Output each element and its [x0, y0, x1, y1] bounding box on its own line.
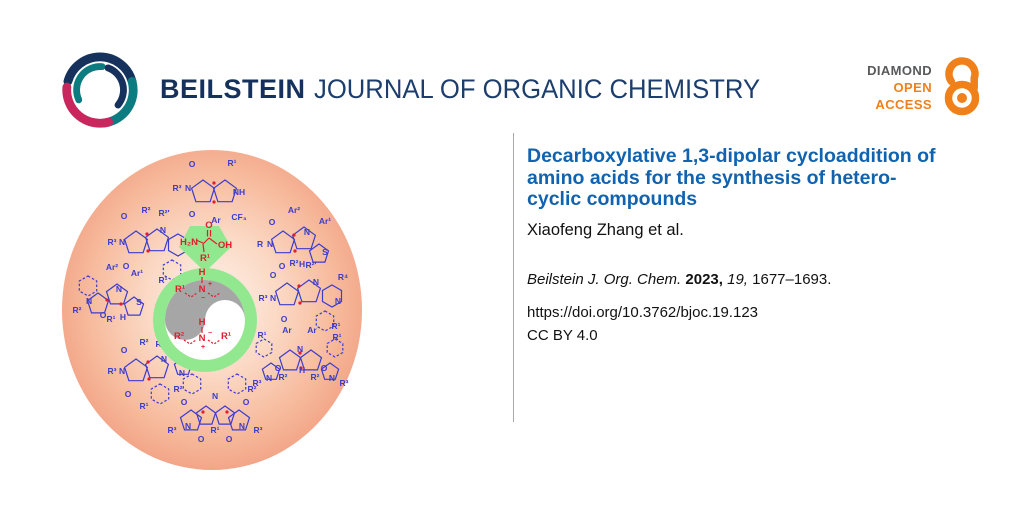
svg-text:O: O — [124, 389, 132, 399]
svg-text:H: H — [298, 365, 306, 375]
ylide-top-n: N — [198, 284, 206, 295]
svg-text:R²′: R²′ — [158, 208, 170, 218]
svg-text:N: N — [296, 344, 304, 354]
svg-text:O: O — [197, 434, 205, 444]
svg-text:O: O — [120, 345, 128, 355]
svg-text:Ar: Ar — [307, 325, 317, 335]
svg-text:H: H — [298, 259, 306, 269]
svg-text:N: N — [184, 421, 192, 431]
beilstein-logo-icon — [56, 46, 144, 134]
svg-text:R²′: R²′ — [305, 260, 317, 270]
svg-text:R³: R³ — [107, 237, 117, 247]
svg-text:N: N — [266, 239, 274, 249]
graphical-abstract — [55, 140, 375, 480]
title-line-2: amino acids for the synthesis of hetero- — [527, 166, 897, 189]
svg-text:N: N — [184, 183, 192, 193]
svg-text:S: S — [322, 247, 328, 257]
svg-text:Ar²: Ar² — [287, 205, 301, 215]
svg-text:R²′: R²′ — [155, 339, 167, 349]
svg-text:R³: R³ — [167, 425, 177, 435]
ylide-bottom-minus: − — [207, 330, 213, 337]
svg-text:Ar: Ar — [282, 325, 292, 335]
title-line-3: cyclic compounds — [527, 188, 698, 210]
citation-pages: 1677–1693. — [752, 271, 832, 288]
ylide-bottom-plus: + — [200, 344, 206, 351]
svg-text:R³: R³ — [258, 293, 268, 303]
carbonyl-o-label: O — [205, 220, 213, 231]
svg-text:N: N — [159, 225, 167, 235]
svg-text:O: O — [188, 209, 196, 219]
svg-text:R²: R² — [141, 205, 151, 215]
svg-text:O: O — [242, 397, 250, 407]
svg-text:R³: R³ — [172, 183, 182, 193]
open-access-lock-icon — [938, 56, 986, 118]
svg-text:Ar: Ar — [211, 215, 221, 225]
svg-text:N: N — [303, 227, 311, 237]
svg-text:R¹: R¹ — [227, 158, 237, 168]
svg-text:N: N — [160, 354, 168, 364]
oh-label: OH — [217, 240, 233, 251]
svg-text:N: N — [238, 421, 246, 431]
ylide-bottom-r2: R² — [173, 331, 185, 342]
title-line-1: Decarboxylative 1,3-dipolar cycloaddition of — [527, 145, 936, 167]
svg-text:O: O — [274, 363, 282, 373]
ylide-top-minus: − — [200, 295, 206, 302]
svg-text:N: N — [118, 237, 126, 247]
svg-text:N: N — [178, 368, 186, 378]
ylide-bottom-h: H — [198, 317, 206, 328]
svg-text:O: O — [99, 310, 107, 320]
svg-text:N: N — [115, 284, 123, 294]
svg-text:O: O — [280, 314, 288, 324]
svg-text:R¹: R¹ — [139, 401, 149, 411]
svg-text:O: O — [320, 363, 328, 373]
svg-text:O: O — [188, 159, 196, 169]
journal-name-beilstein: BEILSTEIN — [160, 74, 306, 104]
ylide-top-r1: R¹ — [174, 284, 186, 295]
doi-link[interactable]: https://doi.org/10.3762/bjoc.19.123 — [527, 304, 759, 321]
svg-text:R¹: R¹ — [257, 330, 267, 340]
license-label: CC BY 4.0 — [527, 327, 598, 344]
svg-text:R²: R² — [310, 372, 320, 382]
svg-text:R²: R² — [278, 372, 288, 382]
svg-text:R¹: R¹ — [158, 275, 168, 285]
svg-text:O: O — [120, 211, 128, 221]
svg-text:R⁴: R⁴ — [337, 272, 349, 282]
svg-text:R: R — [256, 239, 264, 249]
svg-text:R³: R³ — [252, 378, 262, 388]
svg-text:N: N — [269, 293, 277, 303]
svg-text:R¹: R¹ — [332, 332, 342, 342]
svg-text:N: N — [118, 366, 126, 376]
svg-text:Ar¹: Ar¹ — [130, 268, 144, 278]
ylide-top-plus: + — [207, 281, 213, 288]
svg-text:N: N — [265, 373, 273, 383]
citation-year: 2023, — [685, 271, 723, 288]
svg-text:Ar¹: Ar¹ — [318, 216, 332, 226]
svg-text:CF₃: CF₃ — [231, 212, 247, 222]
badge-diamond: DIAMOND — [867, 63, 932, 78]
svg-text:R³: R³ — [253, 425, 263, 435]
svg-text:N: N — [312, 277, 320, 287]
journal-name — [160, 74, 783, 105]
svg-text:N: N — [328, 373, 336, 383]
svg-text:O: O — [278, 261, 286, 271]
svg-text:R²: R² — [289, 258, 299, 268]
svg-text:R¹: R¹ — [106, 314, 116, 324]
badge-access: ACCESS — [875, 97, 932, 112]
svg-text:R³: R³ — [107, 366, 117, 376]
svg-text:R²: R² — [72, 305, 82, 315]
ylide-top-h: H — [198, 267, 206, 278]
svg-text:O: O — [180, 397, 188, 407]
open-access-badge — [810, 62, 932, 113]
svg-text:N: N — [85, 296, 93, 306]
svg-text:R¹: R¹ — [210, 425, 220, 435]
svg-text:R²: R² — [139, 337, 149, 347]
article-title — [527, 146, 997, 211]
ylide-bottom-n: N — [198, 333, 206, 344]
svg-text:R²: R² — [173, 384, 183, 394]
r1-label: R¹ — [199, 253, 211, 264]
svg-text:NH: NH — [232, 187, 246, 197]
svg-text:R³: R³ — [339, 378, 349, 388]
article-citation — [527, 271, 831, 288]
svg-text:N: N — [187, 358, 195, 368]
svg-text:O: O — [269, 270, 277, 280]
journal-name-rest: JOURNAL OF ORGANIC CHEMISTRY — [313, 74, 760, 104]
svg-text:O: O — [225, 434, 233, 444]
vertical-divider — [513, 133, 514, 422]
svg-text:S: S — [136, 297, 142, 307]
svg-text:O: O — [268, 217, 276, 227]
svg-text:N: N — [179, 350, 187, 360]
article-authors: Xiaofeng Zhang et al. — [527, 221, 684, 239]
citation-volume: 19, — [727, 271, 748, 288]
svg-text:N: N — [334, 296, 342, 306]
badge-open: OPEN — [893, 80, 932, 95]
svg-text:Ar²: Ar² — [105, 262, 119, 272]
svg-text:R²: R² — [247, 384, 257, 394]
h2n-label: H₂N — [180, 237, 198, 248]
citation-journal: Beilstein J. Org. Chem. — [527, 271, 682, 288]
svg-text:R¹: R¹ — [331, 321, 341, 331]
svg-text:N: N — [211, 391, 219, 401]
svg-text:O: O — [122, 261, 130, 271]
ylide-bottom-r1: R¹ — [220, 331, 232, 342]
svg-text:H: H — [119, 312, 127, 322]
